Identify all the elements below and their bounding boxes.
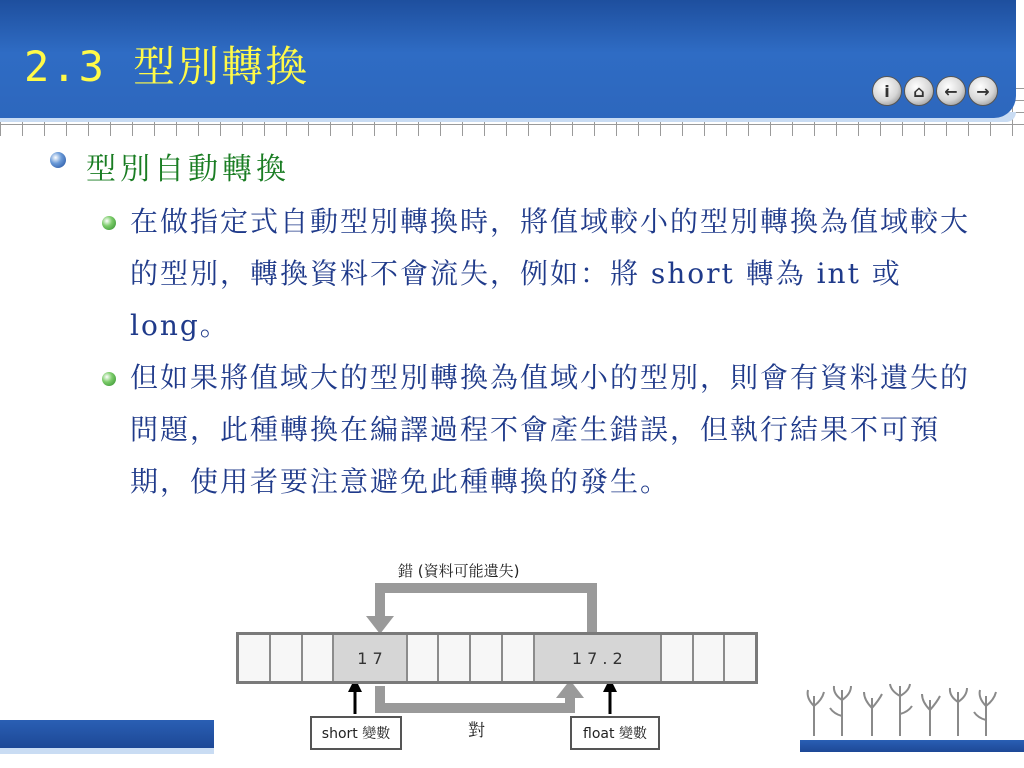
- diagram-bottom-label: 對: [468, 721, 485, 741]
- footer-bar-right: [800, 740, 1024, 752]
- short-variable-box: short 變數: [310, 716, 402, 750]
- type-conversion-diagram: [230, 548, 770, 758]
- memory-cell: [408, 635, 440, 681]
- info-icon[interactable]: i: [872, 76, 902, 106]
- memory-cells: [236, 632, 758, 684]
- memory-cell: [662, 635, 694, 681]
- content-point-2: 但如果將值域大的型別轉換為值域小的型別，則會有資料遺失的問題，此種轉換在編譯過程不會產生錯誤，但執行結果不可預期，使用者要注意避免此種轉換的發生。: [130, 361, 971, 498]
- memory-cell: [694, 635, 726, 681]
- float-variable-box: float 變數: [570, 716, 660, 750]
- short-value-cell: 1 7: [334, 635, 407, 681]
- bullet-icon: [50, 152, 66, 168]
- content-heading: 型別自動轉換: [86, 152, 290, 187]
- slide-title: 2.3 型別轉換: [24, 42, 310, 91]
- slide-navigation: [872, 76, 998, 106]
- memory-cell: [471, 635, 503, 681]
- bullet-icon: [102, 216, 116, 230]
- wrong-arrow: [380, 588, 592, 632]
- footer-bar-left: [0, 720, 214, 748]
- sprout-decoration: [804, 676, 1014, 738]
- memory-cell: [725, 635, 755, 681]
- content-point-1: 在做指定式自動型別轉換時，將值域較小的型別轉換為值域較大的型別，轉換資料不會流失，例如：將 short 轉為 int 或 long。: [130, 205, 971, 342]
- float-value-cell: 1 7 . 2: [535, 635, 662, 681]
- bullet-icon: [102, 372, 116, 386]
- footer-bar-highlight: [0, 748, 214, 754]
- diagram-top-label: 錯 (資料可能遺失): [398, 562, 520, 580]
- memory-cell: [271, 635, 303, 681]
- home-icon[interactable]: ⌂: [904, 76, 934, 106]
- arrow-right-icon[interactable]: →: [968, 76, 998, 106]
- memory-cell: [439, 635, 471, 681]
- memory-cell: [303, 635, 335, 681]
- right-arrow: [380, 686, 570, 708]
- arrow-left-icon[interactable]: ←: [936, 76, 966, 106]
- memory-cell: [503, 635, 535, 681]
- memory-cell: [239, 635, 271, 681]
